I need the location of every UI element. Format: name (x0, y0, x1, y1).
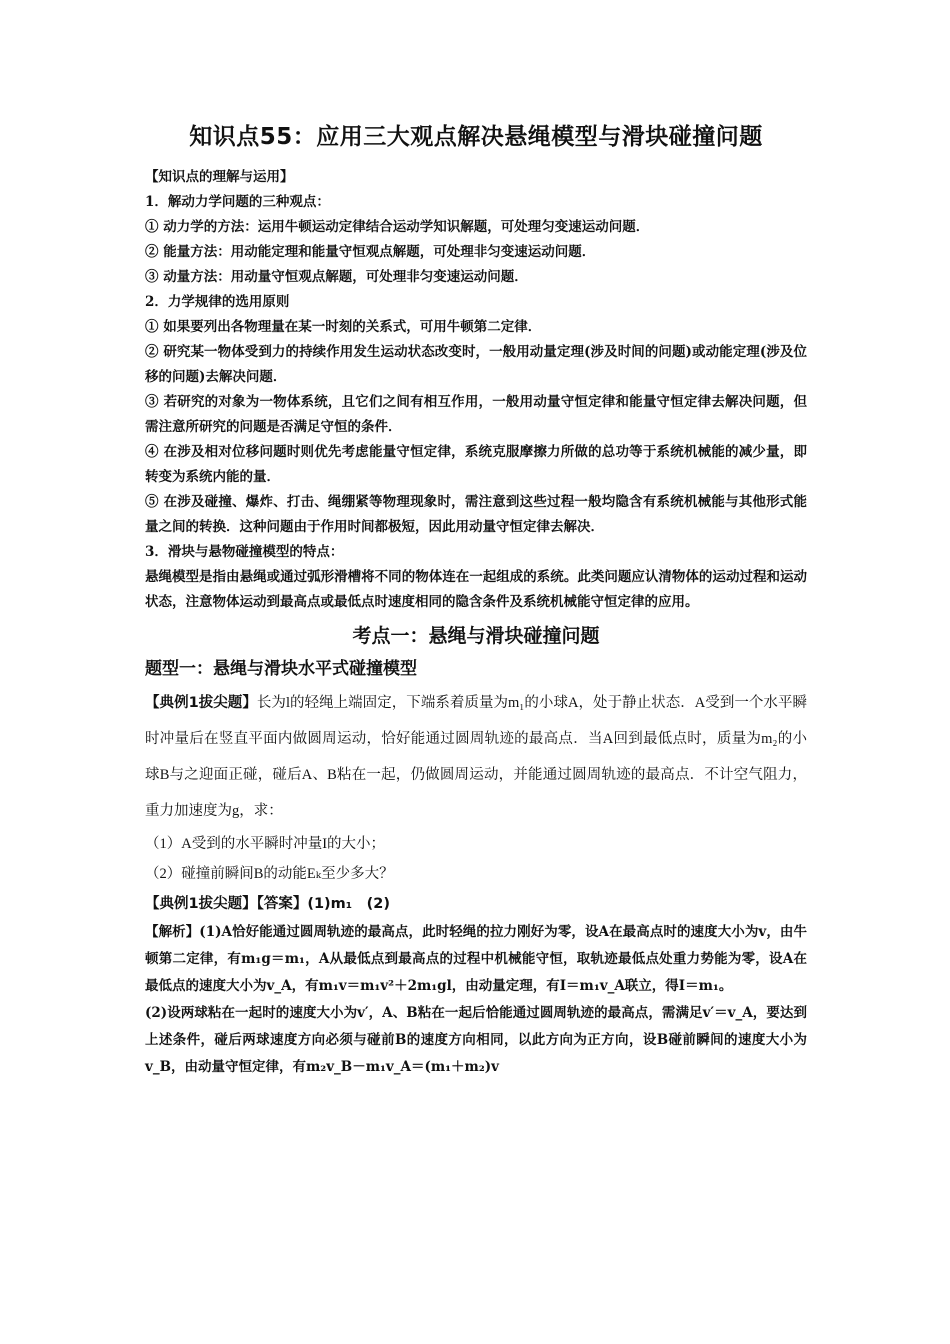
question-1: （1）A受到的水平瞬时冲量I的大小； (145, 836, 386, 852)
example-tag: 【典例1拔尖题】 (145, 695, 257, 711)
section-header: 【知识点的理解与运用】 (145, 169, 294, 185)
text-line: ⑤ 在涉及碰撞、爆炸、打击、绳绷紧等物理现象时，需注意到这些过程一般均隐含有系统机械能与其他形式能量之间的转换．这种问题由于作用时间都极短，因此用动量守恒定律去解决． (145, 494, 807, 535)
text-line: ③ 若研究的对象为一物体系统，且它们之间有相互作用，一般用动量守恒定律和能量守恒定律去解决问题，但需注意所研究的问题是否满足守恒的条件． (145, 394, 807, 435)
answer-line: 【典例1拔尖题】【答案】(1)m₁ (2) (145, 896, 390, 912)
text-line: ② 能量方法：用动能定理和能量守恒观点解题，可处理非匀变速运动问题． (145, 244, 596, 260)
text-line: ① 动力学的方法：运用牛顿运动定律结合运动学知识解题，可处理匀变速运动问题． (145, 219, 650, 235)
document-page (145, 118, 807, 1081)
text-line: ① 如果要列出各物理量在某一时刻的关系式，可用牛顿第二定律． (145, 319, 542, 335)
page-title: 知识点55：应用三大观点解决悬绳模型与滑块碰撞问题 (189, 124, 763, 150)
text-line: ② 研究某一物体受到力的持续作用发生运动状态改变时，一般用动量定理(涉及时间的问题)或动能定理(涉及位移的问题)去解决问题． (145, 344, 807, 385)
tixing-heading: 题型一：悬绳与滑块水平式碰撞模型 (145, 659, 417, 679)
solution-paragraph-1: 【解析】(1)A恰好能通过圆周轨迹的最高点，此时轻绳的拉力刚好为零，设A在最高点时的速度大小为v，由牛顿第二定律，有m₁g＝m₁，A从最低点到最高点的过程中机械能守恒，取轨迹最低点处重力势能为零，设A在最低点的速度大小为v_A，有m₁v＝m₁v²＋2m₁gl，由动量定理，有I＝m₁v_A联立，得I＝m₁。 (145, 924, 807, 994)
solution-paragraph-2: (2)设两球粘在一起时的速度大小为v′，A、B粘在一起后恰能通过圆周轨迹的最高点，需满足v′＝v_A，要达到上述条件，碰后两球速度方向必须与碰前B的速度方向相同，以此方向为正方向，设B碰前瞬间的速度大小为v_B，由动量守恒定律，有m₂v_B－m₁v_A＝(m₁＋m₂)v (145, 1005, 807, 1075)
text-line: 3．滑块与悬物碰撞模型的特点： (145, 544, 344, 560)
text-line: ④ 在涉及相对位移问题时则优先考虑能量守恒定律，系统克服摩擦力所做的总功等于系统机械能的减少量，即转变为系统内能的量． (145, 444, 807, 485)
example-text: 长为l的轻绳上端固定，下端系着质量为m₁的小球A，处于静止状态．A受到一个水平瞬时冲量后在竖直平面内做圆周运动，恰好能通过圆周轨迹的最高点．当A回到最低点时，质量为m₂的小球B与之迎面正碰，碰后A、B粘在一起，仍做圆周运动，并能通过圆周轨迹的最高点．不计空气阻力，重力加速度为g，求： (145, 695, 807, 819)
kaodian-heading: 考点一：悬绳与滑块碰撞问题 (352, 625, 600, 647)
text-line: 2．力学规律的选用原则 (145, 294, 290, 310)
question-2: （2）碰撞前瞬间B的动能Eₖ至少多大？ (145, 866, 394, 882)
text-line: 1．解动力学问题的三种观点： (145, 194, 330, 210)
example-paragraph (145, 685, 807, 829)
text-line: ③ 动量方法：用动量守恒观点解题，可处理非匀变速运动问题． (145, 269, 528, 285)
text-line: 悬绳模型是指由悬绳或通过弧形滑槽将不同的物体连在一起组成的系统。此类问题应认清物体的运动过程和运动状态，注意物体运动到最高点或最低点时速度相同的隐含条件及系统机械能守恒定律的应用。 (145, 569, 807, 610)
